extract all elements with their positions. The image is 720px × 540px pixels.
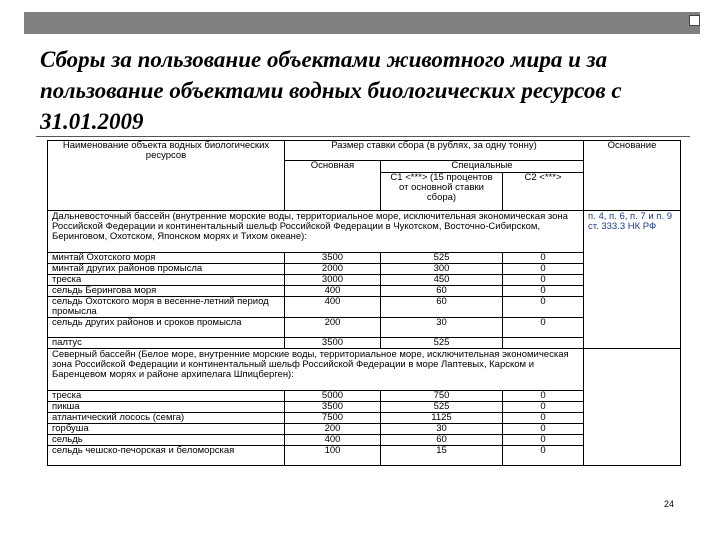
fee-table [47,140,681,466]
header-special: Специальные [381,161,584,173]
row-c2: 0 [503,424,584,435]
row-basic: 200 [285,318,381,338]
row-c2: 0 [503,264,584,275]
section-title-north: Северный бассейн (Белое море, внутренние морские воды, территориальное море, исключительная экономическая зона Российской Федерации и континентальный шельф Российской Федерации в море Лаптевых, Карском и Баренцевом морях и районе архипелага Шпицберген): [48,349,584,391]
slide-title: Сборы за пользование объектами животного мира и за пользование объектами водных биологических ресурсов с 31.01.2009 [40,47,622,134]
row-c2: 0 [503,286,584,297]
section-basis-empty [584,349,681,466]
row-basic: 200 [285,424,381,435]
row-basic: 3500 [285,402,381,413]
row-basic: 2000 [285,264,381,275]
row-c2 [503,338,584,349]
row-name: сельдь других районов и сроков промысла [48,318,285,338]
row-c2: 0 [503,413,584,424]
row-c2: 0 [503,297,584,318]
title-divider [36,136,690,137]
corner-square-icon [689,15,700,26]
row-name: минтай Охотского моря [48,253,285,264]
section-row-north [48,349,681,391]
row-basic: 400 [285,297,381,318]
row-name: атлантический лосось (семга) [48,413,285,424]
row-c1: 30 [381,424,503,435]
row-name: палтус [48,338,285,349]
row-name: горбуша [48,424,285,435]
row-name: сельдь Берингова моря [48,286,285,297]
row-c2: 0 [503,435,584,446]
row-c2: 0 [503,391,584,402]
row-c2: 0 [503,402,584,413]
row-basic: 3000 [285,275,381,286]
row-c2: 0 [503,275,584,286]
row-basic: 7500 [285,413,381,424]
row-c1: 15 [381,446,503,466]
row-c1: 60 [381,435,503,446]
header-basis: Основание [584,141,681,211]
header-basic: Основная [285,161,381,211]
row-c1: 300 [381,264,503,275]
row-c1: 60 [381,286,503,297]
row-name: сельдь [48,435,285,446]
header-c2: С2 <***> [503,173,584,211]
row-c1: 525 [381,338,503,349]
page-number: 24 [664,499,675,509]
header-name: Наименование объекта водных биологических ресурсов [48,141,285,211]
row-c1: 525 [381,402,503,413]
row-basic: 3500 [285,253,381,264]
row-name: пикша [48,402,285,413]
row-c1: 30 [381,318,503,338]
row-basic: 100 [285,446,381,466]
header-rate: Размер ставки сбора (в рублях, за одну тонну) [285,141,584,161]
row-name: сельдь чешско-печорская и беломорская [48,446,285,466]
section-title-far-east: Дальневосточный бассейн (внутренние морские воды, территориальное море, исключительная экономическая зона Российской Федерации и континентальный шельф Российской Федерации в Чукотском, Восточно-Сибирском, Беринговом, Охотском, Японском морях и Тихом океане): [48,211,584,253]
header-band [24,12,700,34]
row-c1: 525 [381,253,503,264]
table-header-row [48,141,681,161]
section-row-far-east [48,211,681,253]
row-name: минтай других районов промысла [48,264,285,275]
row-c1: 1125 [381,413,503,424]
fee-table-container [47,140,680,466]
header-c1: С1 <***> (15 процентов от основной ставки сбора) [381,173,503,211]
row-basic: 5000 [285,391,381,402]
row-c2: 0 [503,318,584,338]
row-name: треска [48,391,285,402]
row-c2: 0 [503,446,584,466]
row-c1: 450 [381,275,503,286]
row-basic: 3500 [285,338,381,349]
row-basic: 400 [285,435,381,446]
row-c1: 750 [381,391,503,402]
row-c2: 0 [503,253,584,264]
row-c1: 60 [381,297,503,318]
row-name: треска [48,275,285,286]
row-basic: 400 [285,286,381,297]
row-name: сельдь Охотского моря в весенне-летний период промысла [48,297,285,318]
section-basis: п. 4, п. 6, п. 7 и п. 9 ст. 333.3 НК РФ [584,211,681,349]
